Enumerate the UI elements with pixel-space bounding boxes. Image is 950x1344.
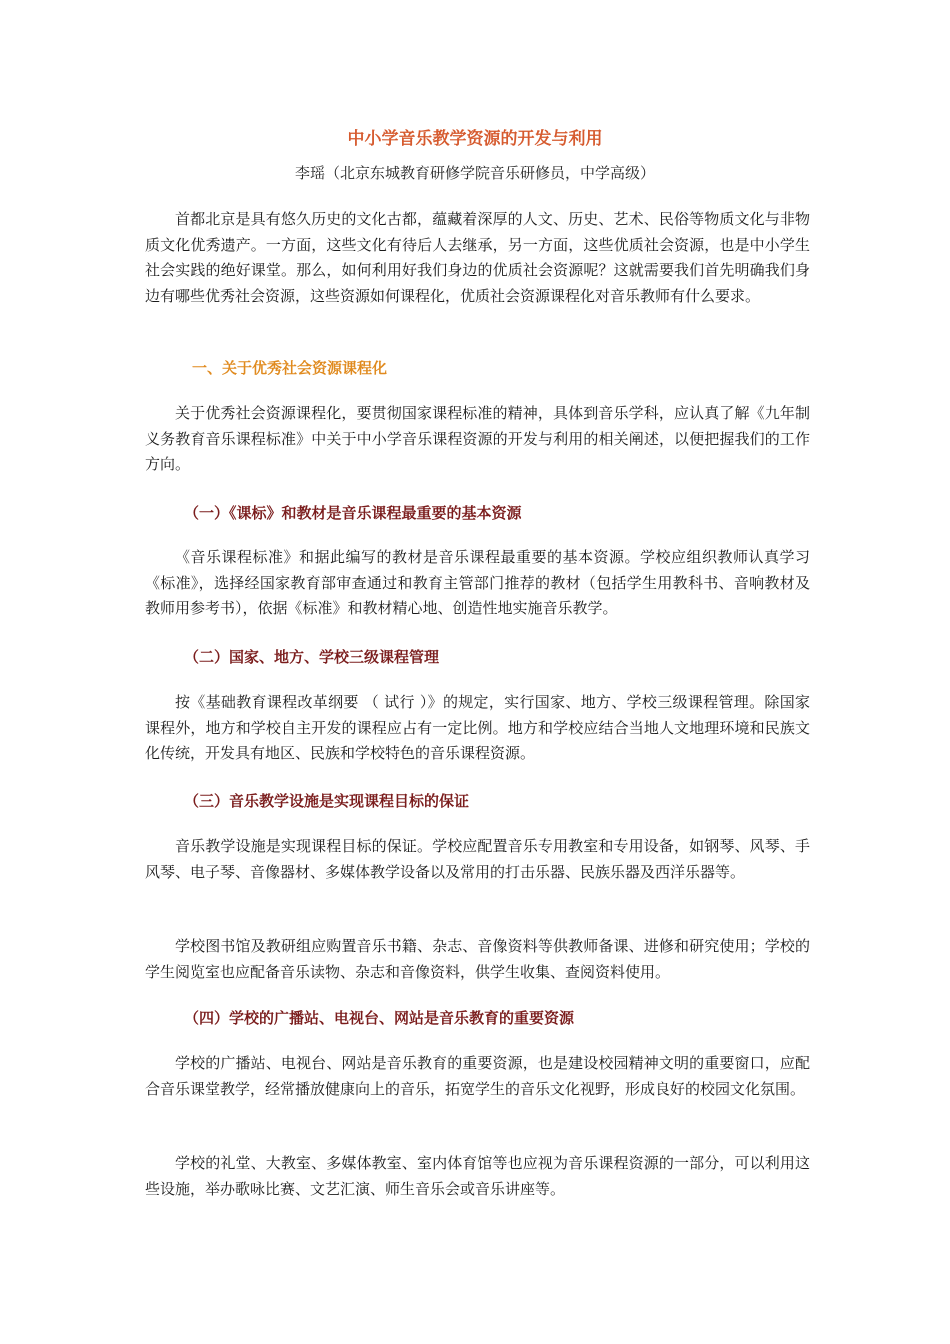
subsection-4-paragraph-1: 学校的广播站、电视台、网站是音乐教育的重要资源，也是建设校园精神文明的重要窗口，应配合音乐课堂教学，经常播放健康向上的音乐，拓宽学生的音乐文化视野，形成良好的校园文化氛围。 — [145, 1054, 810, 1098]
subsection-4-paragraph-2: 学校的礼堂、大教室、多媒体教室、室内体育馆等也应视为音乐课程资源的一部分，可以利用这些设施，举办歌咏比赛、文艺汇演、师生音乐会或音乐讲座等。 — [145, 1154, 810, 1198]
section-1-paragraph: 关于优秀社会资源课程化，要贯彻国家课程标准的精神，具体到音乐学科，应认真了解《九年制义务教育音乐课程标准》中关于中小学音乐课程资源的开发与利用的相关阐述，以便把握我们的工作方向。 — [145, 404, 810, 473]
subsection-1-heading: （一）《课标》和教材是音乐课程最重要的基本资源 — [184, 504, 522, 522]
subsection-1-paragraph: 《音乐课程标准》和据此编写的教材是音乐课程最重要的基本资源。学校应组织教师认真学习《标准》，选择经国家教育部审查通过和教育主管部门推荐的教材（包括学生用教科书、音响教材及教师用参考书），依据《标准》和教材精心地、创造性地实施音乐教学。 — [145, 548, 810, 617]
section-1-heading: 一、关于优秀社会资源课程化 — [192, 359, 388, 377]
author-line: 李瑶（北京东城教育研修学院音乐研修员，中学高级） — [294, 164, 655, 182]
subsection-3-paragraph-2: 学校图书馆及教研组应购置音乐书籍、杂志、音像资料等供教师备课、进修和研究使用；学校的学生阅览室也应配备音乐读物、杂志和音像资料，供学生收集、查阅资料使用。 — [145, 937, 810, 981]
subsection-4-heading: （四）学校的广播站、电视台、网站是音乐教育的重要资源 — [184, 1009, 575, 1027]
intro-paragraph: 首都北京是具有悠久历史的文化古都，蕴藏着深厚的人文、历史、艺术、民俗等物质文化与非物质文化优秀遗产。一方面，这些文化有待后人去继承，另一方面，这些优质社会资源，也是中小学生社会实践的绝好课堂。那么，如何利用好我们身边的优质社会资源呢？这就需要我们首先明确我们身边有哪些优秀社会资源，这些资源如何课程化，优质社会资源课程化对音乐教师有什么要求。 — [145, 210, 810, 305]
subsection-3-heading: （三）音乐教学设施是实现课程目标的保证 — [184, 792, 470, 810]
document-title: 中小学音乐教学资源的开发与利用 — [347, 129, 603, 149]
subsection-2-heading: （二）国家、地方、学校三级课程管理 — [184, 648, 440, 666]
subsection-3-paragraph-1: 音乐教学设施是实现课程目标的保证。学校应配置音乐专用教室和专用设备，如钢琴、风琴、手风琴、电子琴、音像器材、多媒体教学设备以及常用的打击乐器、民族乐器及西洋乐器等。 — [145, 837, 810, 881]
subsection-2-paragraph: 按《基础教育课程改革纲要 （ 试行 ）》的规定，实行国家、地方、学校三级课程管理。除国家课程外，地方和学校自主开发的课程应占有一定比例。地方和学校应结合当地人文地理环境和民族文化传统，开发具有地区、民族和学校特色的音乐课程资源。 — [145, 693, 810, 762]
